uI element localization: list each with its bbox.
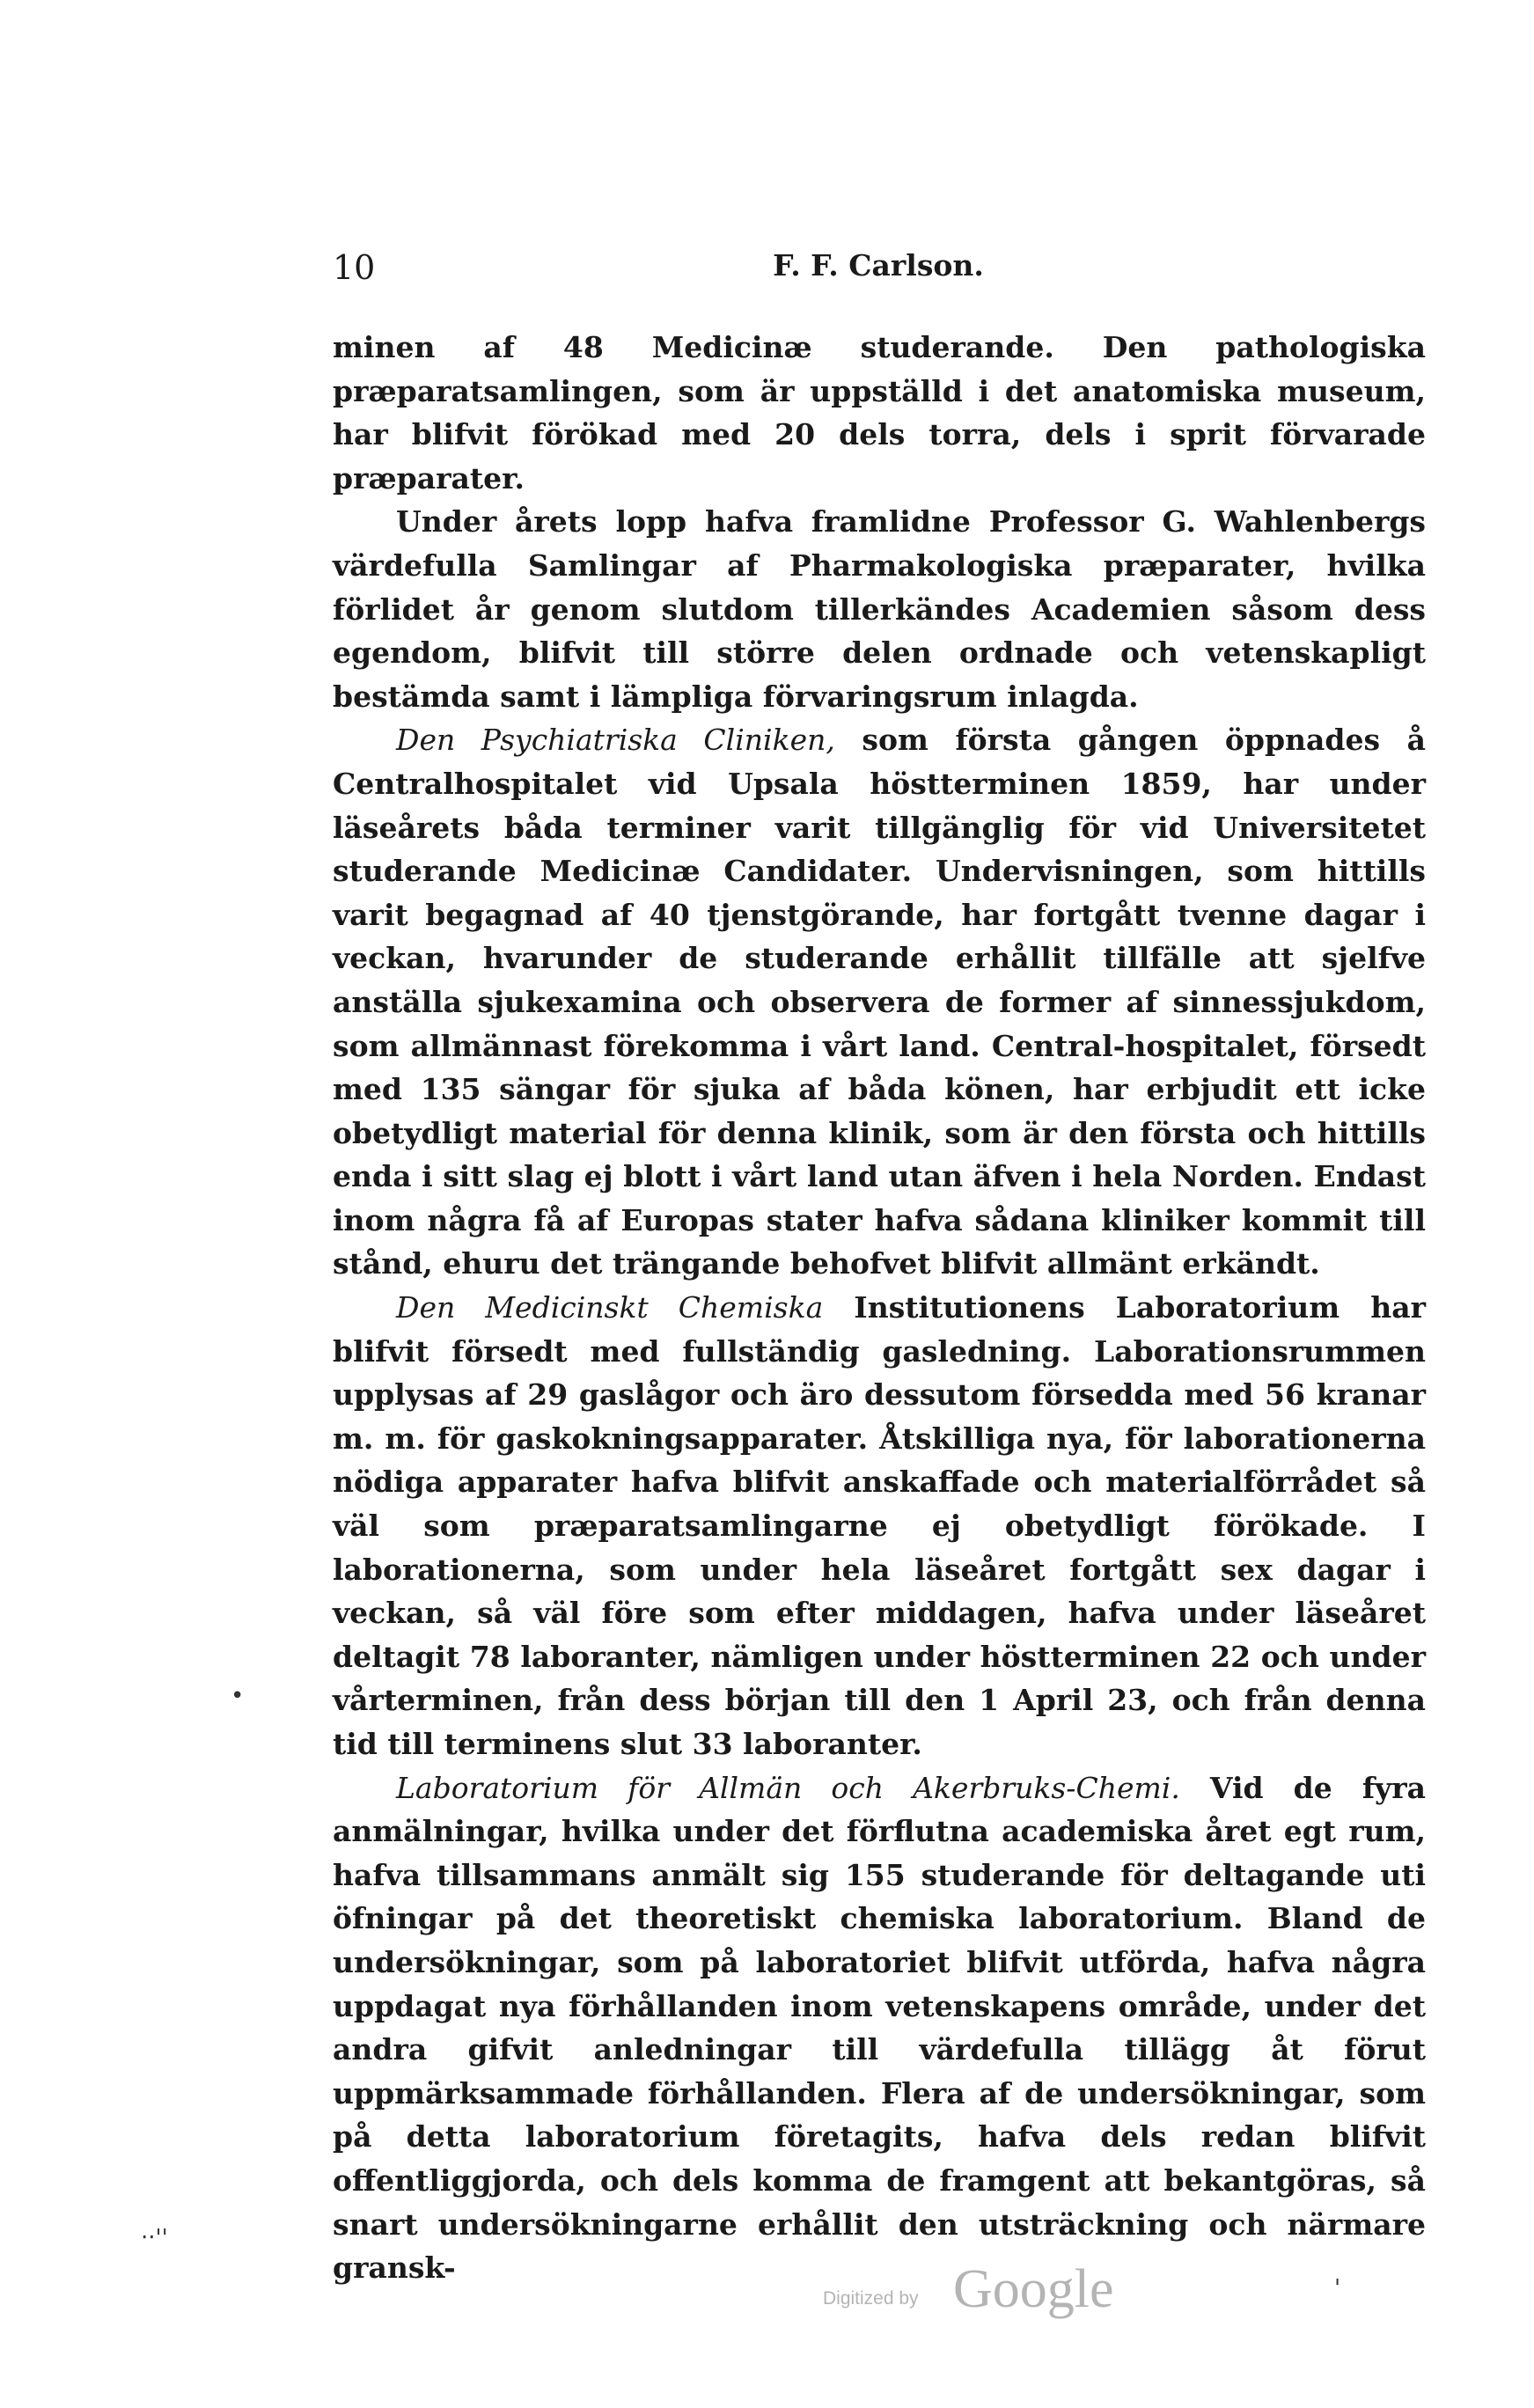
paragraph bbox=[333, 1766, 1426, 2290]
paragraph bbox=[333, 326, 1426, 500]
paragraph-lead: Den Medicinskt Chemiska bbox=[396, 1290, 824, 1325]
body-text bbox=[333, 326, 1426, 2290]
page-header bbox=[333, 248, 1424, 292]
paragraph-lead: Laboratorium för Allmän och Akerbruks-Chemi. bbox=[396, 1770, 1180, 1805]
paragraph-lead: Den Psychiatriska Cliniken, bbox=[396, 723, 835, 758]
paragraph-text: minen af 48 Medicinæ studerande. Den pathologiska præparatsamlingen, som är uppställd i det anatomiska museum, har blifvit förökad med 20 dels torra, dels i sprit förvarade præparater. bbox=[333, 330, 1426, 496]
paragraph-text: Vid de fyra anmälningar, hvilka under det förflutna academiska året egt rum, hafva tillsammans anmält sig 155 studerande för deltagande uti öfningar på det theoretiskt chemiska laboratorium. Bland de undersökningar, som på laboratoriet blifvit utförda, hafva några uppdagat nya förhållanden inom vetenskapens område, under det andra gifvit anledningar till värdefulla tillägg åt förut uppmärksammade förhållanden. Flera af de undersökningar, som på detta laboratorium företagits, hafva dels redan blifvit offentliggjorda, och dels komma de framgent att bekantgöras, så snart undersökningarne erhållit den utsträckning och närmare gransk- bbox=[333, 1770, 1426, 2286]
paragraph bbox=[333, 1286, 1426, 1766]
paragraph-text: Under årets lopp hafva framlidne Professor G. Wahlenbergs värdefulla Samlingar af Pharmakologiska præparater, hvilka förlidet år genom slutdom tillerkändes Academien såsom dess egendom, blifvit till större delen ordnade och vetenskapligt bestämda samt i lämpliga förvaringsrum inlagda. bbox=[333, 504, 1426, 714]
digitized-by-text: Digitized by bbox=[823, 2288, 919, 2309]
paragraph-text: som första gången öppnades å Centralhospitalet vid Upsala höstterminen 1859, har under läseårets båda terminer varit tillgänglig för vid Universitetet studerande Medicinæ Candidater. Undervisningen, som hittills varit begagnad af 40 tjenstgörande, har fortgått tvenne dagar i veckan, hvarunder de studerande erhållit tillfälle att sjelfve anställa sjukexamina och observera de former af sinnessjukdom, som allmännast förekomma i vårt land. Central-hospitalet, försedt med 135 sängar för sjuka af båda könen, har erbjudit ett icke obetydligt material för denna klinik, som är den första och hittills enda i sitt slag ej blott i vårt land utan äfven i hela Norden. Endast inom några få af Europas stater hafva sådana kliniker kommit till stånd, ehuru det trängande behofvet blifvit allmänt erkändt. bbox=[333, 723, 1426, 1281]
paragraph-text: Institutionens Laboratorium har blifvit försedt med fullständig gasledning. Laborationsrummen upplysas af 29 gaslågor och äro dessutom försedda med 56 kranar m. m. för gaskokningsapparater. Åtskilliga nya, för laborationerna nödiga apparater hafva blifvit anskaffade och materialförrådet så väl som præparatsamlingarne ej obetydligt förökade. I laborationerna, som under hela läseåret fortgått sex dagar i veckan, så väl före som efter middagen, hafva under läseåret deltagit 78 laboranter, nämligen under höstterminen 22 och under vårterminen, från dess början till den 1 April 23, och från denna tid till terminens slut 33 laboranter. bbox=[333, 1290, 1426, 1761]
digitized-watermark bbox=[823, 2258, 1228, 2329]
paragraph bbox=[333, 718, 1426, 1286]
paragraph bbox=[333, 500, 1426, 718]
google-logo: Google bbox=[953, 2259, 1114, 2319]
page-number: 10 bbox=[333, 248, 376, 287]
stray-mark-bottom-left: ‧‧'' bbox=[141, 2225, 168, 2251]
margin-dot: • bbox=[231, 1683, 245, 1709]
stray-mark-bottom-right: ' bbox=[1334, 2275, 1341, 2302]
running-head: F. F. Carlson. bbox=[773, 248, 984, 283]
